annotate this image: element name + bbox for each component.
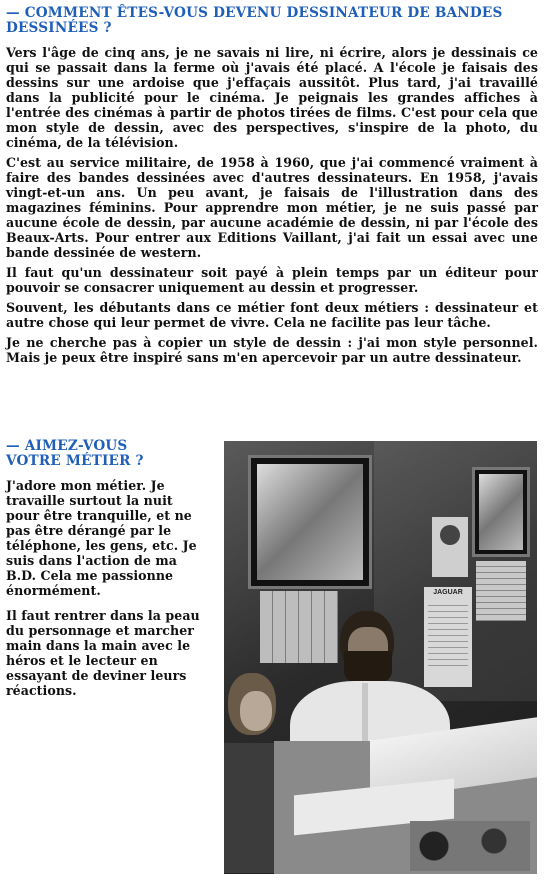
poster-portrait [432,517,468,577]
ink-bottles [410,821,530,871]
answer-paragraph-4: Souvent, les débutants dans ce métier font deux métiers : dessinateur et autre chose qui leur permet de vivre. Cela ne facilite pas leur tâche. [6,300,538,330]
calendar-right [476,561,526,621]
framed-artwork-right [472,467,530,557]
framed-artwork-left [248,455,372,589]
intro-section [6,6,538,370]
answer-paragraph-5: Je ne cherche pas à copier un style de dessin : j'ai mon style personnel. Mais je peux être inspiré sans m'en apercevoir par un autre dessinateur. [6,335,538,365]
poster-text: JAGUAR [433,589,463,596]
artist-photo [224,441,537,874]
question-heading-2 [6,439,210,469]
question-heading-1: — COMMENT ÊTES-VOUS DEVENU DESSINATEUR DE BANDES DESSINÉES ? [6,5,503,36]
answer-paragraph-7: Il faut rentrer dans la peau du personnage et marcher main dans la main avec le héros et le lecteur en essayant de deviner leurs réactions. [6,608,200,698]
question-heading-2-line2: VOTRE MÉTIER ? [6,453,144,469]
answer-paragraph-2: C'est au service militaire, de 1958 à 1960, que j'ai commencé vraiment à faire des bandes dessinées avec d'autres dessinateurs. En 1958, j'avais vingt-et-un ans. Un peu avant, je faisais de l'illustration dans des magazines féminins. Pour apprendre mon métier, je ne suis passé par aucune école de dessin, par aucune académie de dessin, ni par l'école des Beaux-Arts. Pour entrer aux Editions Vaillant, j'ai fait un essai avec une bande dessinée de western. [6,155,538,260]
answer-paragraph-1: Vers l'âge de cinq ans, je ne savais ni lire, ni écrire, alors je dessinais ce qui se passait dans la ferme où j'avais été placé. A l'école je faisais des dessins sur une ardoise que j'effaçais aussitôt. Plus tard, j'ai travaillé dans la publicité pour le cinéma. Je peignais les grandes affiches à l'entrée des cinémas à partir de photos tirées de films. C'est pour cela que mon style de dessin, avec des perspectives, s'inspire de la photo, du cinéma, de la télévision. [6,45,538,150]
answer-paragraph-6: J'adore mon métier. Je travaille surtout la nuit pour être tranquille, et ne pas être dérangé par le téléphone, les gens, etc. Je suis dans l'action de ma B.D. Cela me passionne énormément. [6,478,197,598]
second-question-section [6,439,210,708]
question-heading-2-line1: — AIMEZ-VOUS [6,438,128,454]
answer-paragraph-3: Il faut qu'un dessinateur soit payé à plein temps par un éditeur pour pouvoir se consacrer uniquement au dessin et progresser. [6,265,538,295]
